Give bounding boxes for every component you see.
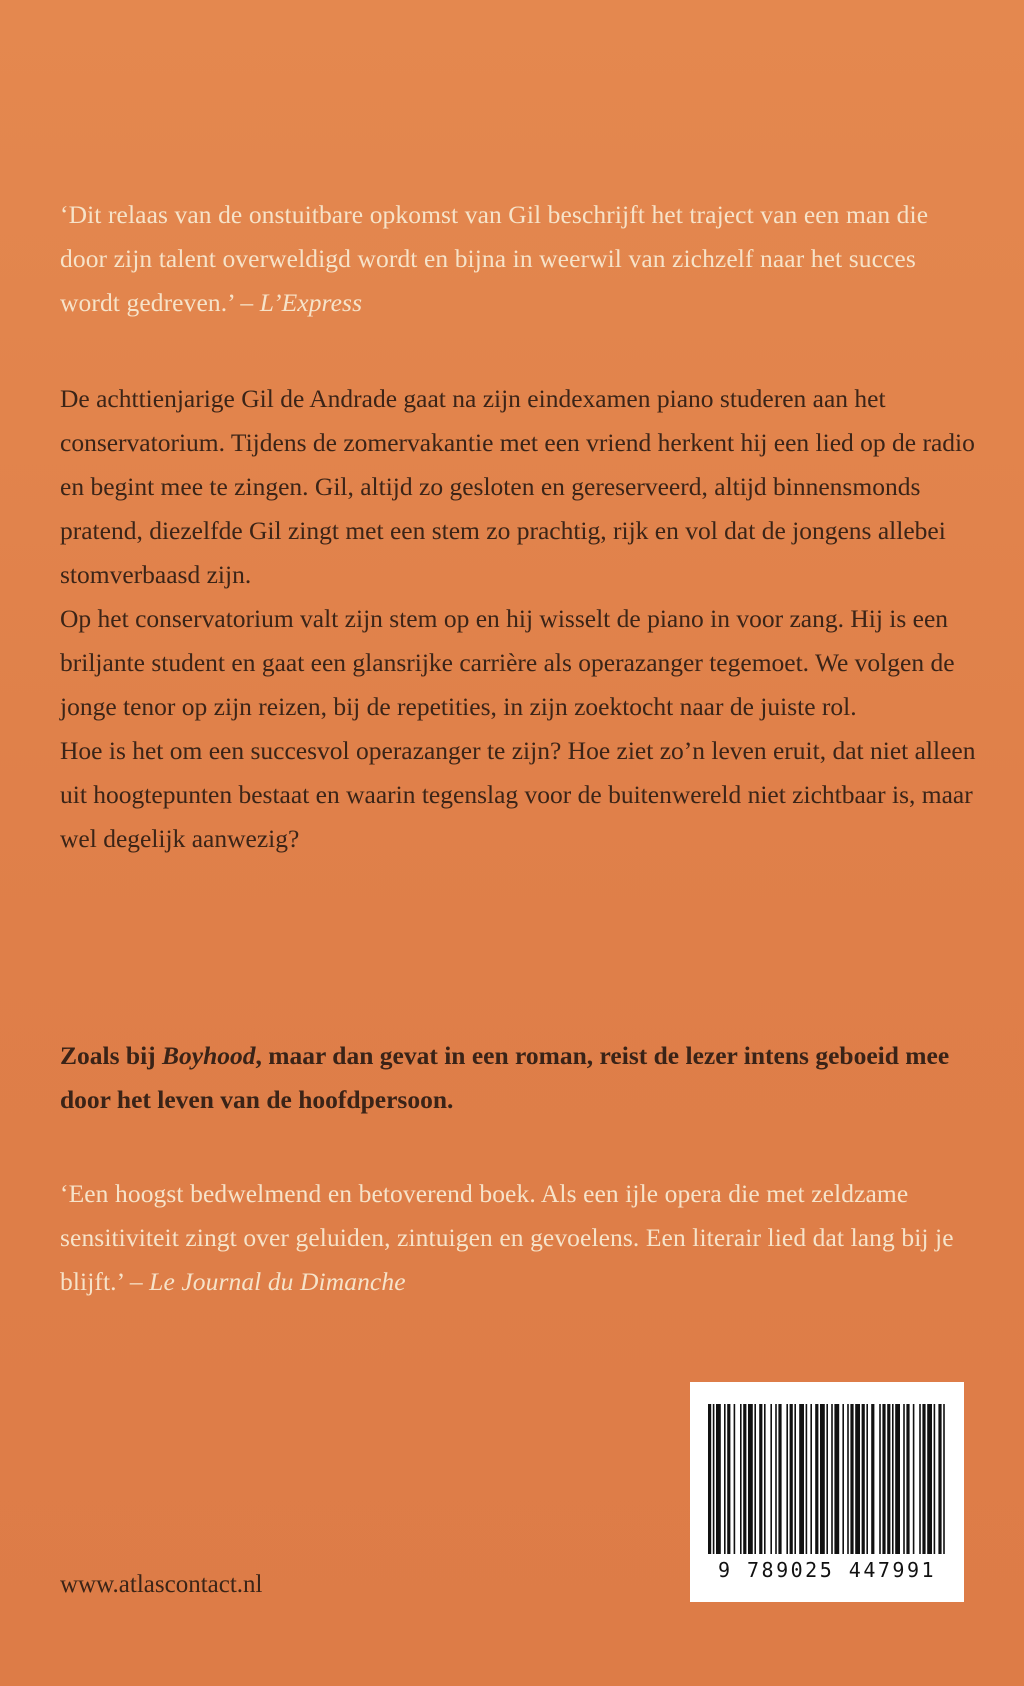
barcode-bar xyxy=(786,1404,788,1554)
barcode-bar xyxy=(847,1404,849,1554)
quote-text: ‘Dit relaas van de onstuitbare opkomst van Gil beschrijft het traject van een man die door zijn talent overweldigd wordt en bijna in weerwil van zichzelf naar het succes wordt gedreven.’ – xyxy=(60,200,929,317)
barcode-bar xyxy=(775,1404,777,1554)
barcode-bar xyxy=(879,1404,881,1554)
barcode-bar xyxy=(906,1404,909,1554)
barcode-bar xyxy=(862,1404,865,1554)
barcode-bar xyxy=(882,1404,885,1554)
barcode-bar xyxy=(778,1404,781,1554)
barcode-bar xyxy=(903,1404,905,1554)
boyhood-comparison xyxy=(60,1034,980,1122)
barcode-bar xyxy=(790,1404,793,1554)
barcode-bar xyxy=(713,1404,715,1554)
description-paragraph-1: De achttienjarige Gil de Andrade gaat na zijn eindexamen piano studeren aan het conservatorium. Tijdens de zomervakantie met een vriend herkent hij een lied op de radio en begint mee te zingen. Gil, altijd zo gesloten en gereserveerd, altijd binnensmonds pratend, diezelfde Gil zingt met een stem zo prachtig, rijk en vol dat de jongens allebei stomverbaasd zijn. xyxy=(60,384,975,589)
barcode-bar xyxy=(708,1404,711,1554)
barcode-bar xyxy=(727,1404,730,1554)
barcode-bar xyxy=(743,1404,746,1554)
barcode-bar xyxy=(871,1404,874,1554)
barcode-bar xyxy=(887,1404,890,1554)
quote-text: ‘Een hoogst bedwelmend en betoverend boek. Als een ijle opera die met zeldzame sensitiviteit zingt over geluiden, zintuigen en gevoelens. Een literair lied dat lang bij je blijft.’ – xyxy=(60,1179,954,1296)
barcode-bar xyxy=(748,1404,753,1554)
barcode-bar xyxy=(919,1404,921,1554)
barcode-bar xyxy=(895,1404,900,1554)
barcode-bar xyxy=(855,1404,860,1554)
isbn-barcode xyxy=(690,1382,964,1602)
barcode-bar xyxy=(943,1404,945,1554)
film-title: Boyhood xyxy=(162,1041,256,1070)
barcode-bar xyxy=(806,1404,808,1554)
barcode-bar xyxy=(922,1404,925,1554)
description-paragraph-3: Hoe is het om een succesvol operazanger te zijn? Hoe ziet zo’n leven eruit, dat niet alleen uit hoogtepunten bestaat en waarin tegenslag voor de buitenwereld niet zichtbaar is, maar wel degelijk aanwezig? xyxy=(60,736,976,853)
barcode-bar xyxy=(866,1404,868,1554)
comparison-text-end: , maar dan gevat in een roman, reist de lezer intens geboeid mee door het leven van de hoofdpersoon. xyxy=(60,1041,950,1114)
press-quote-jdd xyxy=(60,1172,980,1304)
barcode-bar xyxy=(734,1404,736,1554)
barcode-bar xyxy=(826,1404,828,1554)
barcode-bar xyxy=(820,1404,825,1554)
barcode-bar xyxy=(794,1404,796,1554)
publisher-website: www.atlascontact.nl xyxy=(60,1571,263,1598)
quote-source: L’Express xyxy=(259,288,363,317)
barcode-bar xyxy=(724,1404,726,1554)
barcode-bar xyxy=(754,1404,756,1554)
barcode-bar xyxy=(759,1404,762,1554)
book-description xyxy=(60,377,980,861)
barcode-bar xyxy=(810,1404,812,1554)
press-quote-lexpress xyxy=(60,193,980,325)
barcode-bar xyxy=(927,1404,932,1554)
description-paragraph-2: Op het conservatorium valt zijn stem op en hij wisselt de piano in voor zang. Hij is een briljante student en gaat een glansrijke carrière als operazanger tegemoet. We volgen de jonge tenor op zijn reizen, bij de repetities, in zijn zoektocht naar de juiste rol. xyxy=(60,604,955,721)
barcode-bar xyxy=(764,1404,766,1554)
barcode-bar xyxy=(938,1404,941,1554)
barcode-bar xyxy=(913,1404,915,1554)
quote-source: Le Journal du Dimanche xyxy=(149,1267,406,1296)
isbn-number: 9 789025 447991 xyxy=(717,1558,937,1582)
barcode-bar xyxy=(892,1404,894,1554)
barcode-bars xyxy=(708,1404,946,1554)
barcode-bar xyxy=(842,1404,844,1554)
barcode-bar xyxy=(815,1404,818,1554)
barcode-bar xyxy=(850,1404,853,1554)
barcode-bar xyxy=(934,1404,936,1554)
barcode-bar xyxy=(716,1404,721,1554)
barcode-bar xyxy=(740,1404,742,1554)
barcode-bar xyxy=(834,1404,839,1554)
barcode-bar xyxy=(770,1404,772,1554)
barcode-bar xyxy=(799,1404,804,1554)
comparison-text-start: Zoals bij xyxy=(60,1041,163,1070)
barcode-bar xyxy=(831,1404,833,1554)
